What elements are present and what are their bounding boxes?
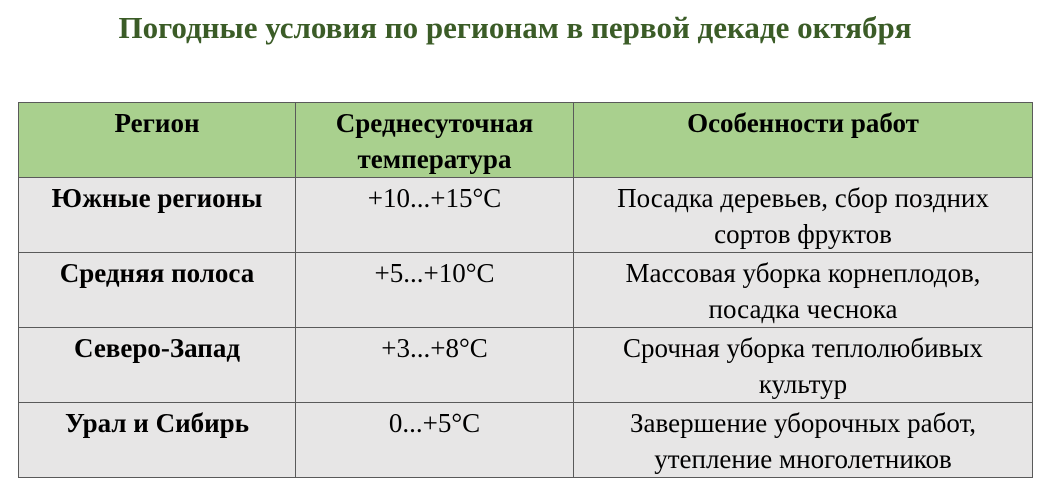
region-cell: Южные регионы — [19, 178, 296, 253]
header-temperature: Среднесуточная температура — [296, 103, 574, 178]
works-cell: Посадка деревьев, сбор поздних сортов фруктов — [574, 178, 1033, 253]
region-cell: Средняя полоса — [19, 253, 296, 328]
temperature-cell: +5...+10°C — [296, 253, 574, 328]
header-region: Регион — [19, 103, 296, 178]
works-cell: Срочная уборка теплолюбивых культур — [574, 328, 1033, 403]
table-row — [19, 403, 1033, 478]
table-header — [19, 103, 1033, 178]
temperature-cell: 0...+5°C — [296, 403, 574, 478]
works-cell: Завершение уборочных работ, утепление многолетников — [574, 403, 1033, 478]
works-cell: Массовая уборка корнеплодов, посадка чеснока — [574, 253, 1033, 328]
page-title: Погодные условия по регионам в первой декаде октября — [118, 10, 912, 45]
header-row — [19, 103, 1033, 178]
region-cell: Урал и Сибирь — [19, 403, 296, 478]
header-works: Особенности работ — [574, 103, 1033, 178]
temperature-cell: +3...+8°C — [296, 328, 574, 403]
temperature-cell: +10...+15°C — [296, 178, 574, 253]
table-row — [19, 253, 1033, 328]
table-row — [19, 178, 1033, 253]
table-row — [19, 328, 1033, 403]
region-cell: Северо-Запад — [19, 328, 296, 403]
weather-table — [18, 102, 1033, 478]
table-body — [19, 178, 1033, 478]
